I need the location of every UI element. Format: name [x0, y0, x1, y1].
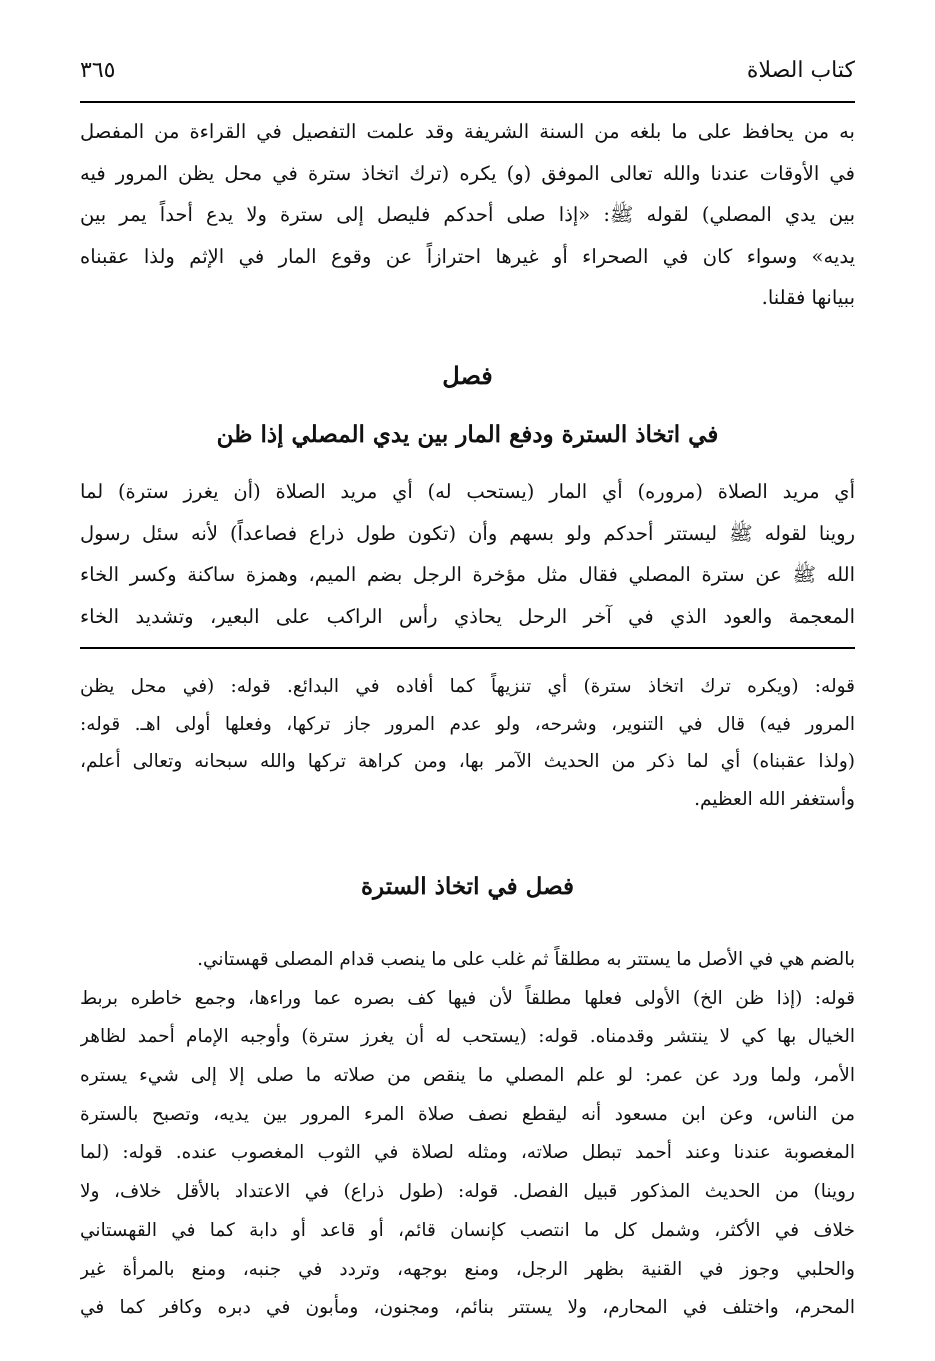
text-line: (ولذا عقبناه) أي لما ذكر من الحديث الآمر بها، ومن كراهة تركها والله سبحانه وتعالى أعلم، — [80, 751, 855, 772]
text-line: الخيال بها كي لا ينتشر وقدمناه. قوله: (يستحب له أن يغرز سترة) وأوجبه الإمام أحمد لظاهر — [80, 1026, 855, 1048]
text-line: ببيانها فقلنا. — [761, 286, 855, 309]
book-title: كتاب الصلاة — [746, 58, 855, 83]
section-heading: فصل — [442, 361, 493, 390]
text-line: به من يحافظ على ما بلغه من السنة الشريفة وقد علمت التفصيل في القراءة من المفصل — [80, 120, 855, 143]
section2-paragraph — [80, 941, 855, 1328]
section-subheading: في اتخاذ السترة ودفع المار بين يدي المصلي إذا ظن — [216, 421, 719, 448]
text-line: خلاف في الأكثر، وشمل كل ما انتصب كإنسان قائم، أو قاعد أو دابة كما في القهستاني — [80, 1219, 855, 1241]
text-line: روينا لقوله ﷺ ليستتر أحدكم ولو بسهم وأن (تكون طول ذراع فصاعداً) لأنه سئل رسول — [80, 521, 855, 545]
intro-paragraph — [80, 111, 855, 319]
text-line: المغصوبة عندنا وعند أحمد تبطل صلاته، ومثله لصلاة في الثوب المغصوب عنده. قوله: (لما — [80, 1142, 855, 1164]
text-line: قوله: (ويكره ترك اتخاذ سترة) أي تنزيهاً كما أفاده في البدائع. قوله: (في محل يظن — [80, 676, 855, 697]
text-line: أي مريد الصلاة (مروره) أي المار (يستحب له) أي مريد الصلاة (أن يغرز سترة) لما — [80, 480, 855, 503]
section2-heading: فصل في اتخاذ السترة — [360, 873, 575, 900]
text-line: روينا) من الحديث المذكور قبيل الفصل. قوله: (طول ذراع) في الاعتداد بالأقل خلاف، ولا — [80, 1181, 855, 1203]
text-line: وأستغفر الله العظيم. — [694, 788, 855, 810]
section1-paragraph — [80, 471, 855, 637]
text-line: قوله: (إذا ظن الخ) الأولى فعلها مطلقاً لأن فيها كف بصره عما وراءها، وجمع خاطره بربط — [80, 987, 855, 1009]
footnote-rule — [80, 647, 855, 649]
text-line: الله ﷺ عن سترة المصلي فقال مثل مؤخرة الرجل بضم الميم، وهمزة ساكنة وكسر الخاء — [80, 563, 855, 586]
text-line: يديه» وسواء كان في الصحراء أو غيرها احترازاً عن وقوع المار في الإثم ولذا عقبناه — [80, 244, 855, 268]
running-header — [80, 58, 855, 92]
text-line: المرور فيه) قال في التنوير، وشرحه، ولو عدم المرور جاز تركها، وفعلها أولى اهـ. قوله: — [80, 713, 855, 735]
header-rule — [80, 101, 855, 103]
commentary-paragraph — [80, 668, 855, 818]
text-line: المعجمة والعود الذي في آخر الرحل يحاذي رأس الراكب على البعير، وتشديد الخاء — [80, 604, 855, 628]
page-number: ٣٦٥ — [80, 58, 116, 83]
text-line: بالضم هي في الأصل ما يستتر به مطلقاً ثم غلب على ما ينصب قدام المصلى قهستاني. — [197, 949, 855, 970]
text-line: المحرم، واختلف في المحارم، ولا يستتر بنائم، ومجنون، ومأبون في دبره وكافر كما في — [80, 1297, 855, 1319]
text-line: من الناس، وعن ابن مسعود أنه ليقطع نصف صلاة المرء المرور بين يديه، وتصبح بالسترة — [80, 1103, 855, 1125]
text-line: الأمر، ولما ورد عن عمر: لو علم المصلي ما ينقص من صلاته ما صلى إلا إلى شيء يستره — [80, 1065, 855, 1087]
text-line: في الأوقات عندنا والله تعالى الموفق (و) يكره (ترك اتخاذ سترة في محل يظن المرور فيه — [80, 161, 855, 185]
text-line: والحلبي وجوز في القنية بظهر الرجل، ومنع بوجهه، وتردد في جنبه، ومنع بالمرأة غير — [80, 1258, 855, 1280]
text-line: بين يدي المصلي) لقوله ﷺ: «إذا صلى أحدكم فليصل إلى سترة ولا يدع أحداً يمر بين — [80, 203, 855, 226]
